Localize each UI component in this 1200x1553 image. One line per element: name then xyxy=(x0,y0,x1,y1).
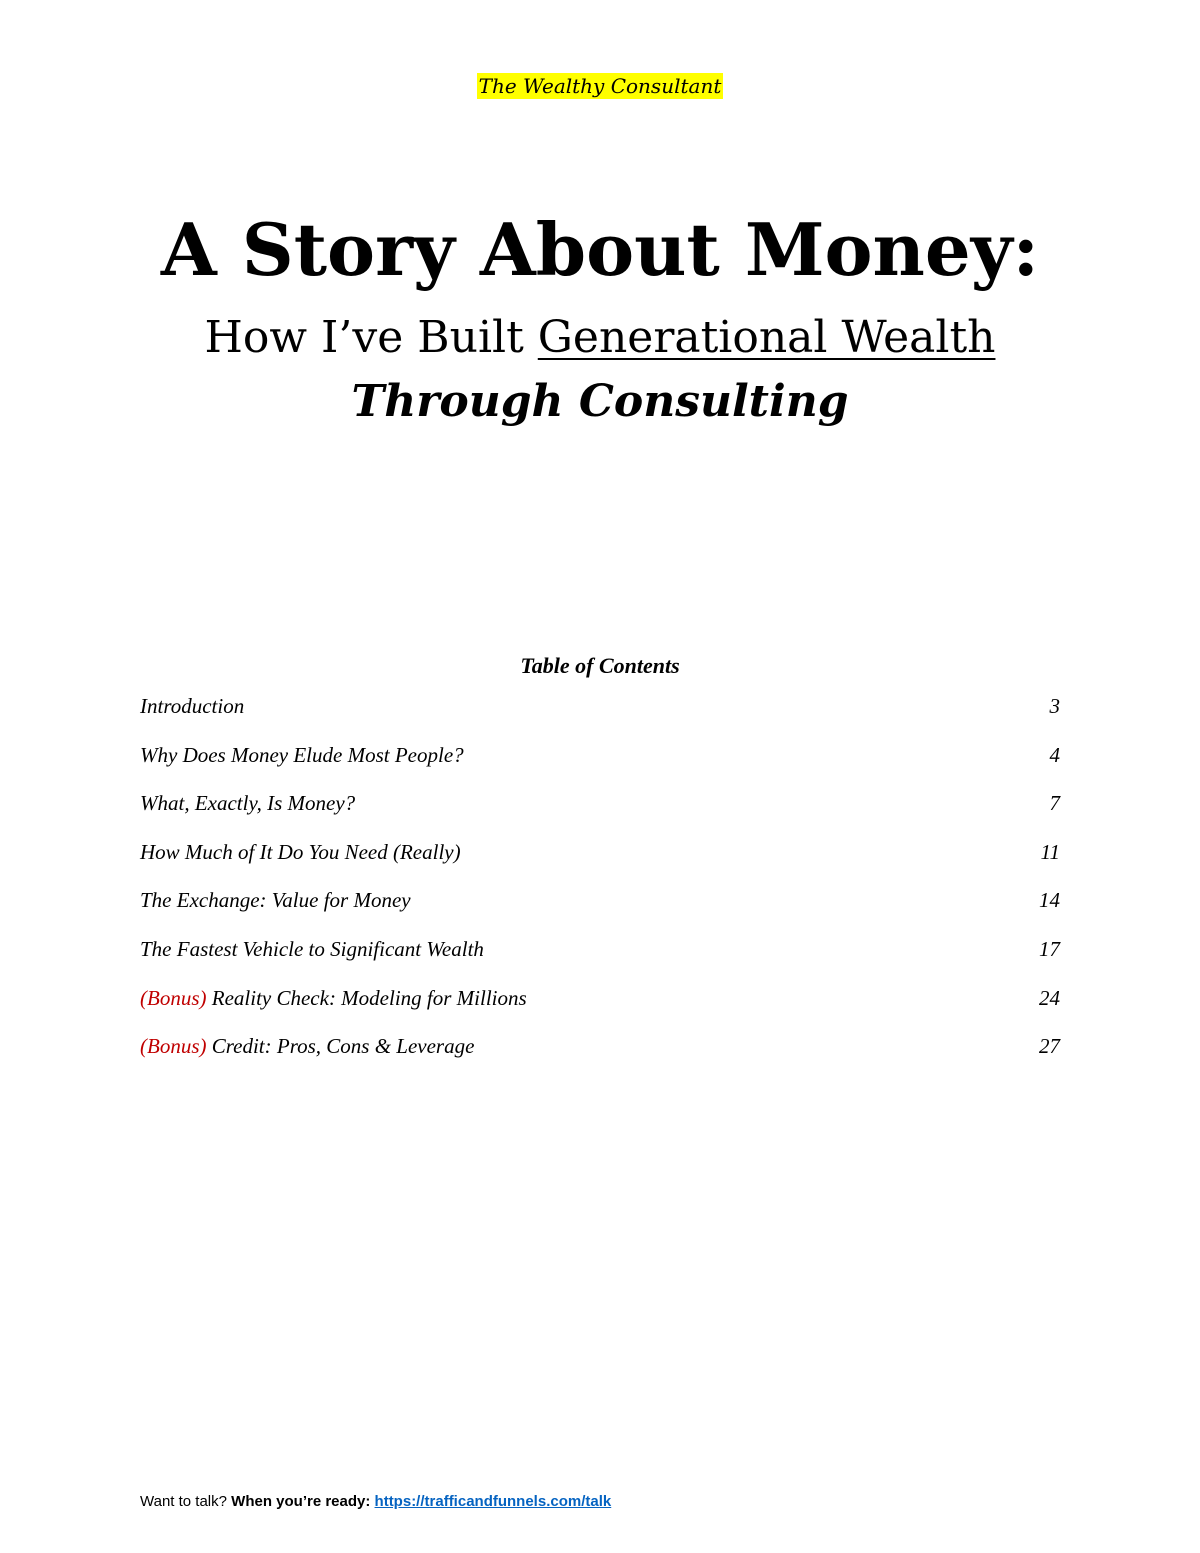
toc-entry-page: 24 xyxy=(1039,985,1060,1010)
toc-entry[interactable] xyxy=(140,884,1060,933)
toc-entry-page: 3 xyxy=(1049,694,1060,718)
toc-entry[interactable] xyxy=(140,836,1060,885)
toc-entry-page: 11 xyxy=(1040,839,1060,864)
header-highlighted-text: The Wealthy Consultant xyxy=(478,74,722,98)
document-subtitle xyxy=(0,310,1200,366)
toc-entry-label xyxy=(140,787,355,819)
toc-entry-label xyxy=(140,739,464,771)
toc-entry-label xyxy=(140,836,461,868)
toc-bonus-tag: (Bonus) xyxy=(140,985,207,1010)
toc-entry-label xyxy=(140,982,527,1014)
toc-entry[interactable] xyxy=(140,982,1060,1031)
toc-entry-page: 17 xyxy=(1039,936,1060,961)
toc-entry[interactable] xyxy=(140,787,1060,836)
toc-entry[interactable] xyxy=(140,690,1060,739)
toc-entry-label xyxy=(140,690,244,722)
document-title: A Story About Money: xyxy=(160,207,1040,292)
toc-entry[interactable] xyxy=(140,933,1060,982)
toc-entry[interactable] xyxy=(140,1030,1060,1079)
toc-bonus-tag: (Bonus) xyxy=(140,1034,207,1059)
toc-entry-page: 14 xyxy=(1039,888,1060,913)
footer-prefix: Want to talk? xyxy=(140,1493,232,1510)
subtitle-prefix: How I’ve Built xyxy=(204,312,538,363)
subtitle-underlined: Generational Wealth xyxy=(537,312,996,363)
toc-entry-title: What, Exactly, Is Money? xyxy=(140,791,356,816)
toc-entry-label xyxy=(140,933,484,965)
toc-entry[interactable] xyxy=(140,739,1060,788)
toc-entry-title: Why Does Money Elude Most People? xyxy=(140,742,464,767)
document-footer xyxy=(140,1492,611,1512)
toc-entry-title: Credit: Pros, Cons & Leverage xyxy=(206,1034,475,1059)
toc-entry-label xyxy=(140,884,411,916)
toc-entry-title: Reality Check: Modeling for Millions xyxy=(206,985,527,1010)
toc-entry-title: Introduction xyxy=(140,694,245,718)
toc-entry-title: The Fastest Vehicle to Significant Wealth xyxy=(140,936,484,961)
toc-entry-label xyxy=(140,1030,474,1062)
table-of-contents xyxy=(140,690,1060,1079)
toc-heading: Table of Contents xyxy=(520,653,680,678)
footer-bold-text: When you’re ready: xyxy=(231,1493,375,1510)
document-subtitle-line2: Through Consulting xyxy=(351,376,849,427)
toc-entry-title: The Exchange: Value for Money xyxy=(140,888,411,913)
toc-entry-page: 4 xyxy=(1049,742,1060,767)
document-header xyxy=(0,72,1200,100)
toc-entry-page: 27 xyxy=(1039,1034,1060,1059)
toc-entry-page: 7 xyxy=(1049,791,1060,816)
footer-talk-link[interactable]: https://trafficandfunnels.com/talk xyxy=(374,1493,612,1510)
toc-entry-title: How Much of It Do You Need (Really) xyxy=(140,839,461,864)
